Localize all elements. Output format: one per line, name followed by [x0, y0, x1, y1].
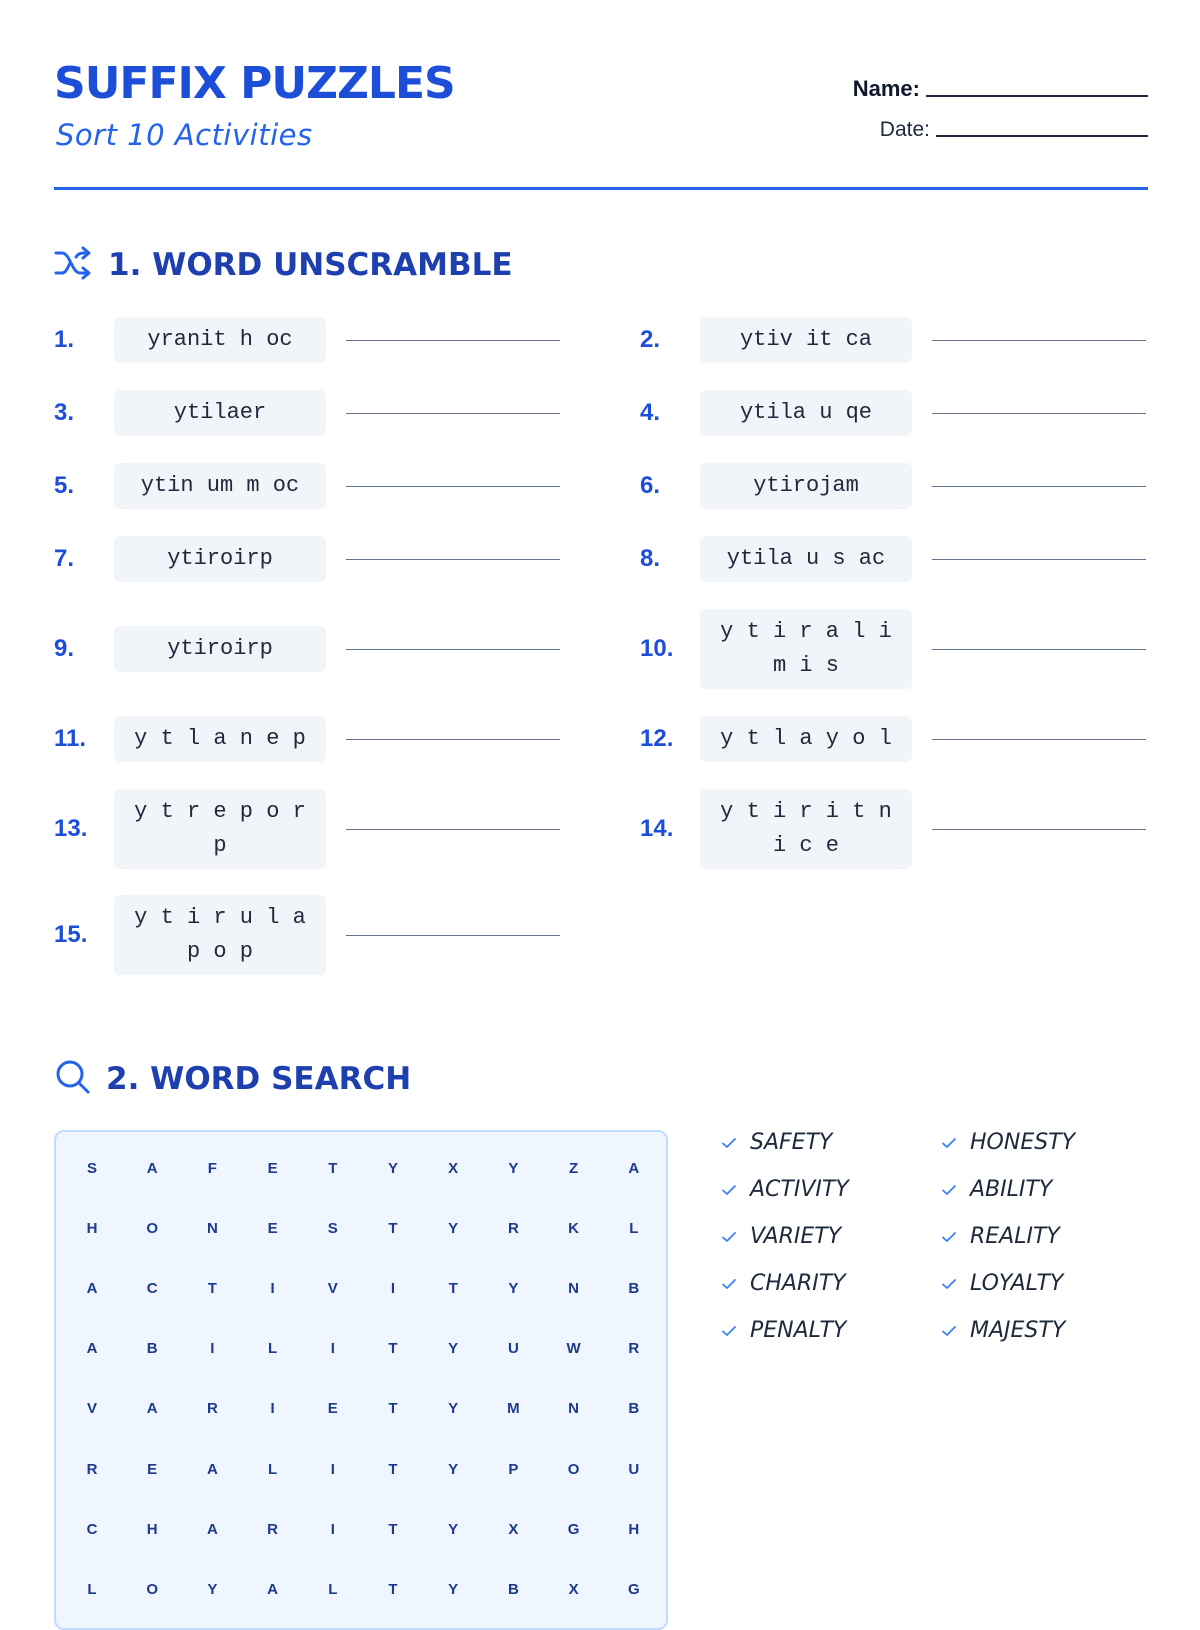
- word-list-label: REALITY: [970, 1224, 1060, 1249]
- item-number: 8.: [640, 545, 661, 572]
- name-label: Name:: [852, 76, 920, 101]
- grid-letter[interactable]: K: [568, 1219, 580, 1237]
- scrambled-word: y t i r i t n i c e: [700, 789, 912, 869]
- word-list-label: VARIETY: [750, 1224, 842, 1249]
- word-list-item: [720, 1318, 846, 1343]
- grid-letter[interactable]: Y: [387, 1159, 398, 1177]
- grid-letter[interactable]: V: [327, 1279, 338, 1297]
- item-number: 5.: [54, 472, 75, 499]
- grid-letter[interactable]: I: [270, 1279, 275, 1297]
- grid-letter[interactable]: L: [328, 1580, 338, 1598]
- grid-letter[interactable]: A: [628, 1159, 640, 1177]
- page-title: SUFFIX PUZZLES: [54, 58, 455, 109]
- answer-line[interactable]: [346, 486, 560, 487]
- grid-letter[interactable]: W: [566, 1340, 581, 1358]
- scrambled-word: ytirojam: [700, 463, 912, 509]
- grid-letter[interactable]: B: [507, 1580, 519, 1598]
- grid-letter[interactable]: R: [206, 1400, 218, 1418]
- answer-line[interactable]: [346, 413, 560, 414]
- grid-letter[interactable]: R: [507, 1219, 519, 1237]
- grid-letter[interactable]: T: [388, 1400, 398, 1418]
- grid-letter[interactable]: X: [508, 1520, 519, 1538]
- grid-letter[interactable]: T: [388, 1460, 398, 1478]
- scrambled-word: ytila u qe: [700, 390, 912, 436]
- scrambled-word: y t i r u l a p o p: [114, 895, 326, 975]
- answer-line[interactable]: [346, 559, 560, 560]
- checkmark-icon: [940, 1181, 958, 1199]
- grid-letter[interactable]: A: [146, 1159, 158, 1177]
- grid-letter[interactable]: M: [507, 1400, 520, 1418]
- answer-line[interactable]: [932, 413, 1146, 414]
- section-wordsearch-title: 2. WORD SEARCH: [106, 1061, 412, 1097]
- grid-letter[interactable]: N: [568, 1279, 580, 1297]
- word-list-item: [720, 1271, 846, 1296]
- grid-letter[interactable]: X: [448, 1159, 459, 1177]
- item-number: 12.: [640, 725, 674, 752]
- grid-letter[interactable]: Y: [207, 1580, 218, 1598]
- grid-letter[interactable]: T: [388, 1340, 398, 1358]
- checkmark-icon: [720, 1275, 738, 1293]
- checkmark-icon: [720, 1322, 738, 1340]
- grid-letter[interactable]: Y: [448, 1400, 459, 1418]
- scrambled-word: y t r e p o r p: [114, 789, 326, 869]
- grid-letter[interactable]: G: [627, 1580, 640, 1598]
- grid-letter[interactable]: I: [330, 1460, 335, 1478]
- grid-letter[interactable]: I: [210, 1340, 215, 1358]
- answer-line[interactable]: [346, 935, 560, 936]
- grid-letter[interactable]: F: [207, 1159, 217, 1177]
- grid-letter[interactable]: O: [146, 1580, 159, 1598]
- date-field[interactable]: [936, 134, 1148, 137]
- item-number: 7.: [54, 545, 75, 572]
- grid-letter[interactable]: N: [206, 1219, 218, 1237]
- grid-letter[interactable]: Y: [448, 1460, 459, 1478]
- grid-letter[interactable]: H: [628, 1520, 640, 1538]
- grid-letter[interactable]: Y: [508, 1159, 519, 1177]
- grid-letter[interactable]: L: [268, 1340, 278, 1358]
- grid-letter[interactable]: I: [330, 1520, 335, 1538]
- grid-letter[interactable]: Y: [508, 1279, 519, 1297]
- grid-letter[interactable]: T: [207, 1279, 217, 1297]
- item-number: 10.: [640, 635, 674, 662]
- grid-letter[interactable]: V: [86, 1400, 97, 1418]
- grid-letter[interactable]: T: [388, 1580, 398, 1598]
- answer-line[interactable]: [346, 649, 560, 650]
- search-icon: [54, 1058, 92, 1100]
- word-search-grid: [54, 1130, 668, 1630]
- grid-letter[interactable]: H: [146, 1520, 158, 1538]
- checkmark-icon: [940, 1275, 958, 1293]
- shuffle-icon: [54, 245, 94, 285]
- worksheet-header: [54, 52, 1148, 192]
- grid-letter[interactable]: R: [628, 1340, 640, 1358]
- grid-letter[interactable]: Y: [448, 1580, 459, 1598]
- answer-line[interactable]: [346, 340, 560, 341]
- scrambled-word: ytin um m oc: [114, 463, 326, 509]
- scrambled-word: y t l a y o l: [700, 716, 912, 762]
- answer-line[interactable]: [932, 829, 1146, 830]
- checkmark-icon: [940, 1228, 958, 1246]
- item-number: 3.: [54, 399, 75, 426]
- grid-letter[interactable]: U: [507, 1340, 519, 1358]
- checkmark-icon: [940, 1134, 958, 1152]
- grid-letter[interactable]: S: [327, 1219, 338, 1237]
- grid-letter[interactable]: O: [146, 1219, 159, 1237]
- word-list-item: [720, 1130, 832, 1155]
- grid-letter[interactable]: I: [330, 1340, 335, 1358]
- item-number: 13.: [54, 815, 88, 842]
- grid-letter[interactable]: E: [147, 1460, 158, 1478]
- word-list-item: [940, 1271, 1063, 1296]
- grid-letter[interactable]: T: [388, 1219, 398, 1237]
- scrambled-word: ytiroirp: [114, 536, 326, 582]
- answer-line[interactable]: [932, 559, 1146, 560]
- grid-letter[interactable]: T: [448, 1279, 458, 1297]
- word-list-label: ABILITY: [970, 1177, 1053, 1202]
- grid-letter[interactable]: B: [628, 1279, 640, 1297]
- scrambled-word: y t i r a l i m i s: [700, 609, 912, 689]
- word-list-item: [720, 1224, 841, 1249]
- grid-letter[interactable]: U: [628, 1460, 640, 1478]
- checkmark-icon: [720, 1134, 738, 1152]
- grid-letter[interactable]: L: [629, 1219, 639, 1237]
- checkmark-icon: [720, 1181, 738, 1199]
- answer-line[interactable]: [932, 486, 1146, 487]
- section-wordsearch-heading: [54, 1058, 411, 1100]
- word-list-item: [940, 1130, 1075, 1155]
- scrambled-word: ytiv it ca: [700, 317, 912, 363]
- section-unscramble-heading: [54, 245, 513, 285]
- grid-letter[interactable]: Y: [448, 1340, 459, 1358]
- grid-letter[interactable]: L: [268, 1460, 278, 1478]
- scrambled-word: yranit h oc: [114, 317, 326, 363]
- item-number: 14.: [640, 815, 674, 842]
- word-list-label: LOYALTY: [970, 1271, 1064, 1296]
- scrambled-word: ytila u s ac: [700, 536, 912, 582]
- grid-letter[interactable]: O: [567, 1460, 580, 1478]
- item-number: 9.: [54, 635, 75, 662]
- grid-letter[interactable]: B: [146, 1340, 158, 1358]
- grid-letter[interactable]: T: [328, 1159, 338, 1177]
- grid-letter[interactable]: A: [146, 1400, 158, 1418]
- date-row: [853, 112, 1148, 142]
- word-list-item: [940, 1318, 1065, 1343]
- grid-letter[interactable]: E: [267, 1159, 278, 1177]
- grid-letter[interactable]: C: [86, 1520, 98, 1538]
- grid-letter[interactable]: H: [86, 1219, 98, 1237]
- grid-letter[interactable]: Y: [448, 1219, 459, 1237]
- word-list-label: MAJESTY: [970, 1318, 1066, 1343]
- scrambled-word: ytiroirp: [114, 626, 326, 672]
- grid-letter[interactable]: C: [146, 1279, 158, 1297]
- item-number: 6.: [640, 472, 661, 499]
- answer-line[interactable]: [932, 739, 1146, 740]
- scrambled-word: y t l a n e p: [114, 716, 326, 762]
- name-row: [853, 72, 1148, 102]
- grid-letter[interactable]: A: [206, 1520, 218, 1538]
- grid-letter[interactable]: I: [390, 1279, 396, 1297]
- answer-line[interactable]: [932, 340, 1146, 341]
- grid-letter[interactable]: X: [568, 1580, 579, 1598]
- grid-letter[interactable]: E: [327, 1400, 338, 1418]
- answer-line[interactable]: [346, 739, 560, 740]
- grid-letter[interactable]: N: [568, 1400, 580, 1418]
- grid-letter[interactable]: E: [267, 1219, 278, 1237]
- grid-letter[interactable]: P: [508, 1460, 519, 1478]
- checkmark-icon: [940, 1322, 958, 1340]
- name-field[interactable]: [926, 94, 1148, 97]
- item-number: 2.: [640, 326, 661, 353]
- grid-letter[interactable]: L: [87, 1580, 97, 1598]
- grid-letter[interactable]: R: [267, 1520, 279, 1538]
- item-number: 4.: [640, 399, 661, 426]
- grid-letter[interactable]: G: [567, 1520, 580, 1538]
- date-label: Date:: [879, 118, 930, 141]
- grid-letter[interactable]: A: [86, 1340, 98, 1358]
- student-info: [853, 72, 1148, 142]
- word-list-item: [940, 1224, 1060, 1249]
- grid-letter[interactable]: A: [206, 1460, 218, 1478]
- word-list-label: SAFETY: [750, 1130, 833, 1155]
- word-list-item: [720, 1177, 849, 1202]
- grid-letter[interactable]: B: [628, 1400, 640, 1418]
- word-list-label: ACTIVITY: [750, 1177, 849, 1202]
- grid-letter[interactable]: A: [267, 1580, 279, 1598]
- grid-letter[interactable]: I: [270, 1400, 275, 1418]
- word-list-label: PENALTY: [750, 1318, 847, 1343]
- scrambled-word: ytilaer: [114, 390, 326, 436]
- checkmark-icon: [720, 1228, 738, 1246]
- item-number: 15.: [54, 921, 88, 948]
- item-number: 11.: [54, 725, 87, 752]
- page-subtitle: Sort 10 Activities: [56, 118, 313, 152]
- answer-line[interactable]: [346, 829, 560, 830]
- answer-line[interactable]: [932, 649, 1146, 650]
- word-list-label: HONESTY: [970, 1130, 1076, 1155]
- grid-letter[interactable]: Z: [569, 1159, 579, 1177]
- header-divider: [54, 187, 1148, 190]
- section-unscramble-title: 1. WORD UNSCRAMBLE: [108, 247, 513, 283]
- word-list-item: [940, 1177, 1052, 1202]
- word-list-label: CHARITY: [750, 1271, 846, 1296]
- grid-letter[interactable]: R: [86, 1460, 98, 1478]
- grid-letter[interactable]: A: [86, 1279, 98, 1297]
- grid-letter[interactable]: S: [86, 1159, 97, 1177]
- item-number: 1.: [54, 326, 75, 353]
- grid-letter[interactable]: T: [388, 1520, 398, 1538]
- grid-letter[interactable]: Y: [448, 1520, 459, 1538]
